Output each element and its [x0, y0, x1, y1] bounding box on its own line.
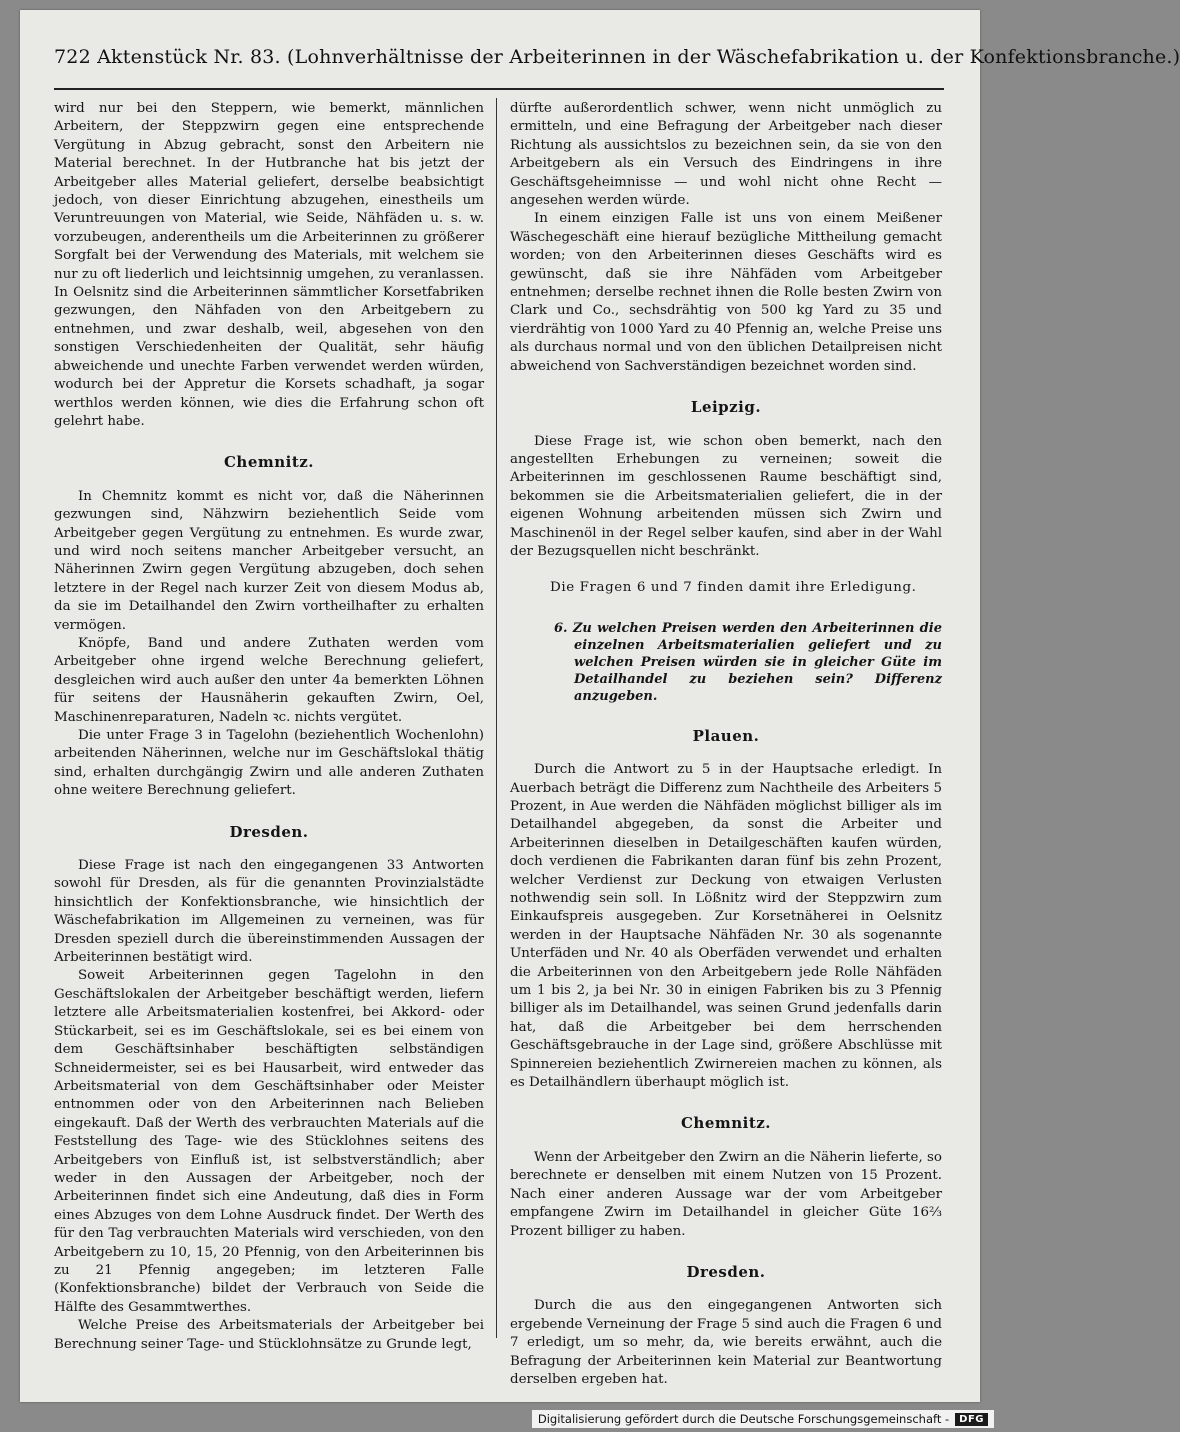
paragraph: wird nur bei den Steppern, wie bemerkt, männlichen Arbeitern, der Steppzwirn gegen eine entsprechende Vergütung in Abzug gebracht, sonst den Arbeitern nie Material berechnet. In der Hutbranche hat bis jetzt der Arbeitgeber alles Material geliefert, derselbe beabsichtigt jedoch, von dieser Einrichtung abzugehen, einestheils um Veruntreuungen von Material, wie Seide, Nähfäden u. s. w. vorzubeugen, anderentheils um die Arbeiterinnen zu größerer Sorgfalt bei der Verwendung des Materials, mit welchem sie nur zu oft liederlich und leichtsinnig umgehen, zu veranlassen. In Oelsnitz sind die Arbeiterinnen sämmtlicher Korsetfabriken gezwungen, den Nähfaden von den Arbeitgebern zu entnehmen, und zwar deshalb, weil, abgesehen von den sonstigen Verschiedenheiten der Qualität, sehr häufig abweichende und unechte Farben verwendet werden würden, wodurch bei der Appretur die Korsets schadhaft, ja sogar werthlos werden können, wie dies die Erfahrung schon oft gelehrt habe.	[54, 101, 484, 429]
section-heading-dresden: Dresden.	[229, 822, 309, 841]
paragraph: Soweit Arbeiterinnen gegen Tagelohn in den Geschäftslokalen der Arbeitgeber beschäftigt werden, liefern letztere alle Arbeitsmaterialien kostenfrei, bei Akkord- oder Stückarbeit, sei es im Geschäftslokale, sei es bei einem von dem Geschäftsinhaber beschäftigten selbständigen Schneidermeister, sei es bei Hausarbeit, wird entweder das Arbeitsmaterial von dem Geschäftsinhaber oder Meister entnommen oder von den Arbeiterinnen nach Belieben eingekauft. Daß der Werth des verbrauchten Materials auf die Feststellung des Tage- wie des Stücklohnes seitens des Arbeitgebers von Einfluß ist, ist selbstverständlich; aber weder in den Aussagen der Arbeitgeber, noch der Arbeiterinnen findet sich eine Andeutung, daß dies in Form eines Abzuges von dem Lohne Ausdruck findet. Der Werth des für den Tag verbrauchten Materials wird verschieden, von den Arbeitgebern zu 10, 15, 20 Pfennig, von den Arbeiterinnen bis zu 21 Pfennig angegeben; im letzteren Falle (Konfektionsbranche) bildet der Verbrauch von Seide die Hälfte des Gesammtwerthes.	[54, 968, 484, 1315]
paragraph: In Chemnitz kommt es nicht vor, daß die Näherinnen gezwungen sind, Nähzwirn beziehentlich Seide vom Arbeitgeber gegen Vergütung zu entnehmen. Es wurde zwar, und wird noch seitens mancher Arbeitgeber versucht, an Näherinnen Zwirn gegen Vergütung abzugeben, doch sehen letztere in der Regel nach kurzer Zeit von diesem Modus ab, da sie im Detailhandel den Zwirn vortheilhafter zu erhalten vermögen.	[54, 488, 484, 633]
paragraph: Die Fragen 6 und 7 finden damit ihre Erledigung.	[550, 580, 917, 596]
paragraph: Knöpfe, Band und andere Zuthaten werden vom Arbeitgeber ohne irgend welche Berechnung geliefert, desgleichen wird auch außer den unter 4a bemerkten Löhnen für seitens der Hausnäherin gekauften Zwirn, Oel, Maschinenreparaturen, Nadeln ꝛc. nichts vergütet.	[54, 635, 484, 725]
left-column	[54, 100, 484, 1354]
paragraph: dürfte außerordentlich schwer, wenn nicht unmöglich zu ermitteln, und eine Befragung der Arbeitgeber nach dieser Richtung als aussichtslos zu bezeichnen sein, da sie von den Arbeitgebern als ein Versuch des Eindringens in ihre Geschäftsgeheimnisse — und wohl nicht ohne Recht — angesehen werden würde.	[510, 101, 942, 209]
paragraph: Durch die Antwort zu 5 in der Hauptsache erledigt. In Auerbach beträgt die Differenz zum Nachtheile des Arbeiters 5 Prozent, in Aue werden die Nähfäden möglichst billiger als im Detailhandel abgegeben, da sonst die Arbeiter und Arbeiterinnen dieselben in Detailgeschäften kaufen würden, doch verdienen die Fabrikanten daran fünf bis zehn Prozent, welcher Verdienst zur Deckung von etwaigen Verlusten nothwendig sein soll. In Lößnitz wird der Steppzwirn zum Einkaufspreis ausgegeben. Zur Korsetnäherei in Oelsnitz werden in der Hauptsache Nähfäden Nr. 30 als sogenannte Unterfäden und Nr. 40 als Oberfäden verwendet und erhalten die Arbeiterinnen von den Arbeitgebern jede Rolle Nähfäden um 1 bis 2, ja bei Nr. 30 in einigen Fabriken bis zu 3 Pfennig billiger als im Detailhandel, was seinen Grund jedenfalls darin hat, daß die Arbeitgeber bei dem herrschenden Geschäftsgebrauche in der Lage sind, größere Abschlüsse mit Spinnereien beziehentlich Zwirnereien machen zu können, als es Detailhändlern überhaupt möglich ist.	[510, 762, 942, 1091]
paragraph: Die unter Frage 3 in Tagelohn (beziehentlich Wochenlohn) arbeitenden Näherinnen, welche nur im Geschäftslokal thätig sind, erhalten durchgängig Zwirn und alle anderen Zuthaten ohne weitere Berechnung geliefert.	[54, 728, 484, 799]
running-header: 722 Aktenstück Nr. 83. (Lohnverhältnisse der Arbeiterinnen in der Wäschefabrikation u. der Konfektionsbranche.)	[54, 46, 1180, 68]
question-6: 6. Zu welchen Preisen werden den Arbeiterinnen die einzelnen Arbeitsmaterialien geliefert und zu welchen Preisen würden sie in gleicher Güte im Detailhandel zu beziehen sein? Differenz anzugeben.	[554, 620, 942, 704]
digitization-footer	[532, 1410, 994, 1428]
section-heading-chemnitz: Chemnitz.	[680, 1114, 772, 1133]
paragraph: Diese Frage ist nach den eingegangenen 33 Antworten sowohl für Dresden, als für die genannten Provinzialstädte hinsichtlich der Konfektionsbranche, wie hinsichtlich der Wäschefabrikation im Allgemeinen zu verneinen, was für Dresden speziell durch die übereinstimmenden Aussagen der Arbeiterinnen bestätigt wird.	[54, 858, 484, 966]
paragraph: Wenn der Arbeitgeber den Zwirn an die Näherin lieferte, so berechnete er denselben mit einem Nutzen von 15 Prozent. Nach einer anderen Aussage war der vom Arbeitgeber empfangene Zwirn im Detailhandel in gleicher Güte 16⅔ Prozent billiger zu haben.	[510, 1149, 942, 1239]
header-rule	[54, 88, 944, 90]
paragraph: In einem einzigen Falle ist uns von einem Meißener Wäschegeschäft eine hierauf bezügliche Mittheilung gemacht worden; von den Arbeiterinnen dieses Geschäfts wird es gewünscht, daß sie ihre Nähfäden vom Arbeitgeber entnehmen; derselbe rechnet ihnen die Rolle besten Zwirn von Clark und Co., sechsdrähtig von 500 kg Yard zu 35 und vierdrähtig von 1000 Yard zu 40 Pfennig an, welche Preise uns als durchaus normal und von den üblichen Detailpreisen nicht abweichend von Sachverständigen bezeichnet worden sind.	[510, 211, 942, 374]
section-heading-plauen: Plauen.	[692, 726, 760, 745]
document-page	[20, 10, 1180, 1402]
paragraph: Diese Frage ist, wie schon oben bemerkt, nach den angestellten Erhebungen zu verneinen; soweit die Arbeiterinnen im geschlossenen Raume beschäftigt sind, bekommen sie die Arbeitsmaterialien geliefert, die in der eigenen Wohnung arbeitenden müssen sich Zwirn und Maschinenöl in der Regel selber kaufen, sind aber in der Wahl der Bezugsquellen nicht beschränkt.	[510, 433, 942, 559]
column-divider	[496, 98, 497, 1338]
right-column	[510, 100, 942, 1389]
footer-text: Digitalisierung gefördert durch die Deutsche Forschungsgemeinschaft -	[537, 1412, 950, 1426]
paragraph: Welche Preise des Arbeitsmaterials der Arbeitgeber bei Berechnung seiner Tage- und Stücklohnsätze zu Grunde legt,	[54, 1318, 484, 1352]
dfg-logo-icon: DFG	[955, 1413, 988, 1426]
section-heading-leipzig: Leipzig.	[690, 398, 762, 417]
section-heading-dresden: Dresden.	[686, 1262, 766, 1281]
paragraph: Durch die aus den eingegangenen Antworten sich ergebende Verneinung der Frage 5 sind auch die Fragen 6 und 7 erledigt, um so mehr, da, wie bereits erwähnt, auch die Befragung der Arbeiterinnen kein Material zur Beantwortung derselben ergeben hat.	[510, 1298, 942, 1387]
section-heading-chemnitz: Chemnitz.	[223, 453, 315, 472]
